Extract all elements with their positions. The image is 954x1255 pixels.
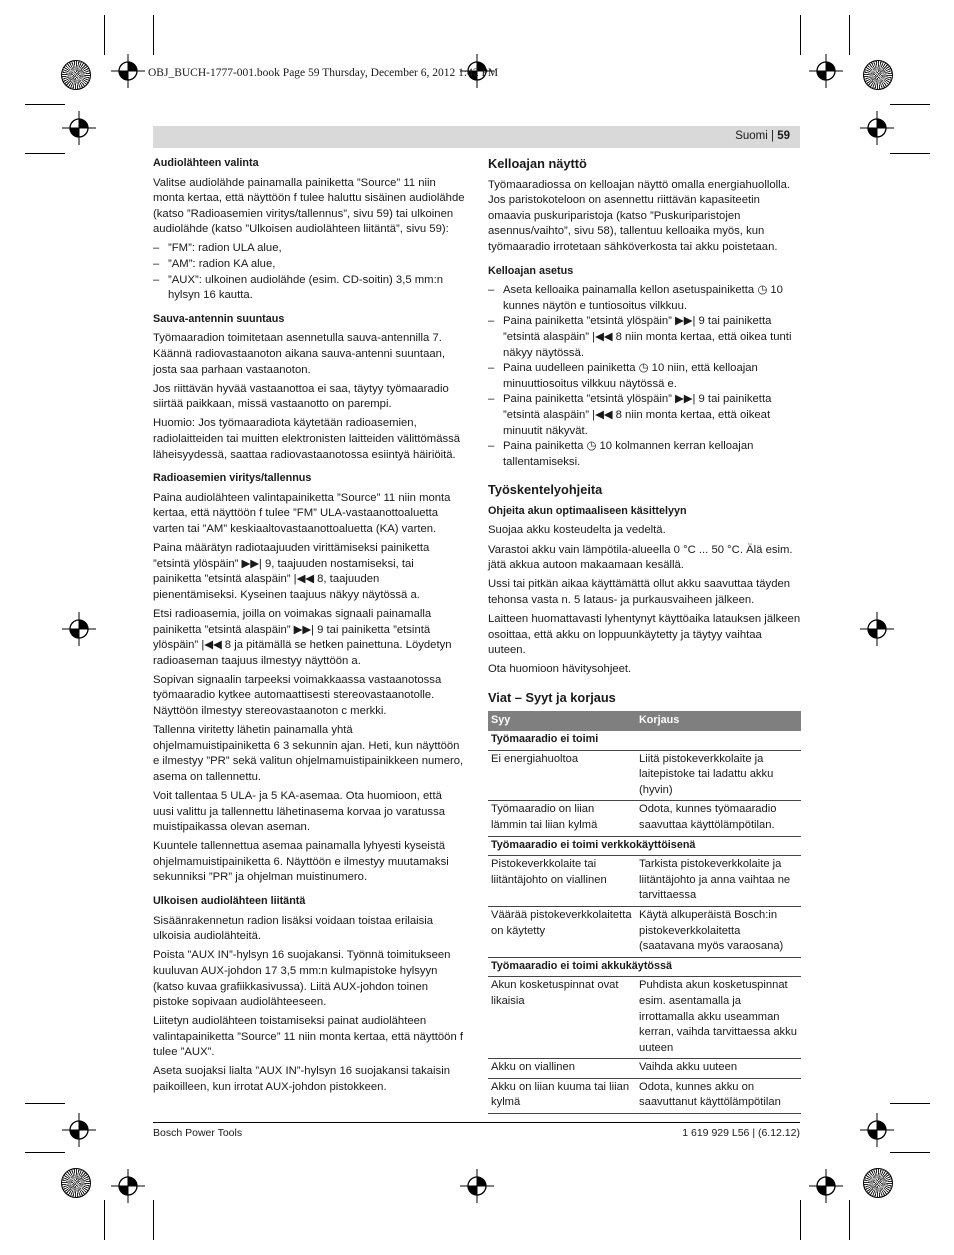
paragraph: Paina määrätyn radiotaajuuden virittämiseksi painiketta ”etsintä ylöspäin” ▶▶| 9, taajuuden nostamiseksi, tai painiketta ”etsintä alaspäin” |◀◀ 8, taajuuden pienentämiseksi. Kyseinen taajuus näkyy näytössä a.	[153, 542, 430, 601]
footer-doc-number: 1 619 929 L56 | (6.12.12)	[682, 1127, 800, 1139]
list-item: – Paina painiketta ”etsintä ylöspäin” ▶▶| 9 tai painiketta ”etsintä alaspäin” |◀◀ 8 niin monta kertaa, että oikea tunti näkyy näytössä.	[488, 314, 801, 361]
remedy-cell: Liitä pistokeverkkolaite ja laitepistoke tai ladattu akku (hyvin)	[636, 750, 801, 801]
paragraph: Sopivan signaalin tarpeeksi voimakkaassa vastaanotossa työmaaradio kytkee automaattisesti stereovastaanotolle. Näyttöön ilmestyy stereovastaanoton c merkki.	[153, 673, 442, 717]
crop-mark	[890, 1103, 930, 1104]
remedy-cell: Käytä alkuperäistä Bosch:in pistokeverkkolaitetta (saatavana myös varaosana)	[636, 906, 801, 957]
paragraph: Huomio: Jos työmaaradiota käytetään radioasemien, radiolaitteiden tai muitten elektronisten laitteiden välittömässä läheisyydessä, saattaa radiovastaanotossa esiintyä häiriöitä.	[153, 417, 461, 461]
crop-mark	[890, 104, 930, 105]
cause-cell: Pistokeverkkolaite tai liitäntäjohto on viallinen	[488, 856, 636, 907]
paragraph: Valitse audiolähde painamalla painiketta ”Source” 11 niin monta kertaa, että näyttöön f tulee haluttu sisäinen audiolähde (katso ”Radioasemien viritys/tallennus”, sivu 59) tai ulkoinen audiolähde (katso ”Ulkoisen audiolähteen liitäntä”, sivu 59):	[153, 176, 465, 236]
paragraph: Ussi tai pitkän aikaa käyttämättä ollut akku saavuttaa täyden tehonsa vasta n. 5 lataus- ja purkausvaiheen jälkeen.	[488, 578, 791, 606]
list-item: – Paina uudelleen painiketta ◷ 10 niin, että kelloajan minuuttiosoitus vilkkuu näytössä e.	[488, 361, 801, 392]
section-heading: Sauva-antennin suuntaus	[153, 312, 285, 325]
paragraph: Työmaaradion toimitetaan asennetulla sauva-antennilla 7. Käännä radiovastaanoton aikana sauva-antenni suuntaan, josta saa parhaan vastaanoton.	[153, 332, 446, 376]
section-heading: Työskentelyohjeita	[488, 482, 603, 498]
group-row	[488, 836, 801, 856]
list-item: – Paina painiketta ”etsintä ylöspäin” ▶▶| 9 tai painiketta ”etsintä alaspäin” |◀◀ 8 niin monta kertaa, että oikeat minuutit näkyvät.	[488, 392, 801, 439]
registration-mark-icon	[111, 1169, 145, 1203]
table-row	[488, 856, 801, 907]
group-title: Työmaaradio ei toimi	[488, 731, 801, 750]
cause-cell: Akun kosketuspinnat ovat likaisia	[488, 977, 636, 1059]
cause-cell: Akku on viallinen	[488, 1059, 636, 1079]
star-target-icon	[61, 60, 91, 90]
group-row	[488, 731, 801, 750]
remedy-cell: Puhdista akun kosketuspinnat esim. asentamalla ja irrottamalla akku useamman kerran, vaihda tarvittaessa akku uuteen	[636, 977, 801, 1059]
table-header-row	[488, 711, 801, 731]
list-item: – ”AM”: radion KA alue,	[153, 257, 465, 273]
paragraph: Sisäänrakennetun radion lisäksi voidaan toistaa erilaisia ulkoisia audiolähteitä.	[153, 914, 434, 943]
crop-mark	[104, 1200, 105, 1240]
left-column	[153, 156, 465, 1099]
registration-mark-icon	[111, 54, 145, 88]
table-row	[488, 801, 801, 836]
remedy-cell: Odota, kunnes akku on saavuttanut käyttölämpötilan	[636, 1078, 801, 1113]
cause-cell: Ei energiahuoltoa	[488, 750, 636, 801]
section-heading: Kelloajan asetus	[488, 264, 574, 277]
paragraph: Aseta suojaksi lialta ”AUX IN”-hylsyn 16 suojakansi takaisin paikoilleen, kun irrotat AUX-johdon pistokkeen.	[153, 1065, 450, 1094]
paragraph: Etsi radioasemia, joilla on voimakas signaali painamalla painiketta ”etsintä alaspäin” ▶▶| 9 tai painiketta ”etsintä ylöspäin” |◀◀ 8 ja pitämällä se hetken painettuna. Löydetyn radioaseman taajuus ilmestyy näyttöön a.	[153, 607, 452, 667]
registration-mark-icon	[62, 111, 96, 145]
section-heading: Ulkoisen audiolähteen liitäntä	[153, 895, 306, 908]
right-column	[488, 156, 801, 1114]
paragraph: Laitteen huomattavasti lyhentynyt käyttöaika latauksen jälkeen osoittaa, että akku on loppuunkäytetty ja täytyy vaihtaa uuteen.	[488, 612, 801, 657]
page-header	[153, 126, 800, 148]
header-language: Suomi	[735, 130, 768, 142]
list-item: – Aseta kelloaika painamalla kellon asetuspainiketta ◷ 10 kunnes näytön e tuntiosoitus vilkkuu.	[488, 283, 801, 314]
crop-mark	[25, 104, 65, 105]
crop-mark	[153, 1200, 154, 1240]
paragraph: Tallenna viritetty lähetin painamalla yhtä ohjelmamuistipainiketta 6 3 sekunnin ajan. Heti, kun näyttöön e ilmestyy ”PR” sekä valitun ohjelmamuistipainikkeen numero, asema on tallennettu.	[153, 724, 464, 783]
paragraph: Voit tallentaa 5 ULA- ja 5 KA-asemaa. Ota huomioon, että uusi valittu ja tallennettu lähetinasema korvaa jo varatussa muistipaikassa olevan aseman.	[153, 789, 446, 834]
table-row	[488, 1078, 801, 1113]
table-row	[488, 1059, 801, 1079]
star-target-icon	[863, 1168, 893, 1198]
registration-mark-icon	[460, 1169, 494, 1203]
paragraph: Suojaa akku kosteudelta ja vedeltä.	[488, 524, 666, 537]
section-heading: Audiolähteen valinta	[153, 157, 259, 169]
table-row	[488, 977, 801, 1059]
paragraph: Poista ”AUX IN”-hylsyn 16 suojakansi. Työnnä toimitukseen kuuluvan AUX-johdon 17 3,5 mm:n kulmapistoke hylsyyn (katso kuvaa grafiikkasivussa). Liitä AUX-johdon toinen pistoke sopivaan audiolähteeseen.	[153, 949, 451, 1009]
crop-mark	[800, 15, 801, 55]
paragraph: Ota huomioon hävitysohjeet.	[488, 663, 632, 676]
registration-mark-icon	[809, 1169, 843, 1203]
registration-mark-icon	[860, 612, 894, 646]
registration-mark-icon	[860, 111, 894, 145]
remedy-cell: Tarkista pistokeverkkolaite ja liitäntäjohto ja anna vaihtaa ne tarvittaessa	[636, 856, 801, 907]
crop-mark	[890, 1152, 930, 1153]
star-target-icon	[863, 60, 893, 90]
list-item: – ”AUX”: ulkoinen audiolähde (esim. CD-soitin) 3,5 mm:n hylsyn 16 kautta.	[153, 273, 465, 304]
paragraph: Jos riittävän hyvää vastaanottoa ei saa, täytyy työmaaradio siirtää paikkaan, missä vastaanotto on parempi.	[153, 382, 449, 411]
group-row	[488, 957, 801, 977]
crop-mark	[800, 1200, 801, 1240]
page-number: 59	[777, 130, 790, 142]
crop-mark	[25, 1152, 65, 1153]
registration-mark-icon	[62, 612, 96, 646]
list-item: – Paina painiketta ◷ 10 kolmannen kerran kelloajan tallentamiseksi.	[488, 439, 801, 470]
paragraph: Työmaaradiossa on kelloajan näyttö omalla energiahuollolla. Jos paristokoteloon on asennettu riittävän kapasiteetin omaavia puskuriparistoja (katso ”Puskuriparistojen asennus/vaihto”, sivu 58), tallentuu kelloaika myös, kun työmaaradio irrotetaan sähköverkosta tai akku poistetaan.	[488, 178, 791, 253]
section-heading: Kelloajan näyttö	[488, 156, 587, 171]
section-heading: Viat – Syyt ja korjaus	[488, 689, 616, 705]
section-heading: Radioasemien viritys/tallennus	[153, 472, 312, 485]
footer-brand: Bosch Power Tools	[153, 1127, 243, 1139]
crop-mark	[849, 15, 850, 55]
troubleshooting-table	[488, 711, 801, 1114]
star-target-icon	[61, 1168, 91, 1198]
crop-mark	[153, 15, 154, 55]
crop-mark	[104, 15, 105, 55]
registration-mark-icon	[62, 1113, 96, 1147]
column-header: Syy	[488, 711, 636, 731]
remedy-cell: Vaihda akku uuteen	[636, 1059, 801, 1079]
crop-mark	[849, 1200, 850, 1240]
section-heading: Ohjeita akun optimaaliseen käsittelyyn	[488, 504, 687, 517]
table-row	[488, 750, 801, 801]
paragraph: Kuuntele tallennettua asemaa painamalla lyhyesti kyseistä ohjelmamuistipainiketta 6. Näyttöön e ilmestyy muutamaksi sekunniksi ”PR” ja ohjelman muistinumero.	[153, 840, 449, 884]
header-separator: |	[767, 130, 778, 142]
paragraph: Liitetyn audiolähteen toistamiseksi painat audiolähteen valintapainiketta ”Source” 11 niin monta kertaa, että näyttöön f tulee ”AUX”.	[153, 1015, 464, 1059]
book-info-line: OBJ_BUCH-1777-001.book Page 59 Thursday, December 6, 2012 1:42 PM	[148, 67, 499, 79]
paragraph: Varastoi akku vain lämpötila-alueella 0 °C ... 50 °C. Älä esim. jätä akkua autoon makaamaan kesällä.	[488, 543, 793, 572]
crop-mark	[25, 153, 65, 154]
group-title: Työmaaradio ei toimi verkkokäyttöisenä	[488, 836, 801, 856]
cause-cell: Akku on liian kuuma tai liian kylmä	[488, 1078, 636, 1113]
table-row	[488, 906, 801, 957]
crop-mark	[25, 1103, 65, 1104]
list-item: – ”FM”: radion ULA alue,	[153, 241, 465, 257]
paragraph: Paina audiolähteen valintapainiketta ”Source” 11 niin monta kertaa, että näyttöön f tulee ”FM” ULA-vastaanottoaluetta varten tai ”AM” keskiaaltovastaanottoaluetta (KA) varten.	[153, 491, 451, 535]
group-title: Työmaaradio ei toimi akkukäytössä	[488, 957, 801, 977]
footer-rule	[153, 1122, 800, 1123]
registration-mark-icon	[809, 54, 843, 88]
crop-mark	[890, 153, 930, 154]
cause-cell: Työmaaradio on liian lämmin tai liian kylmä	[488, 801, 636, 836]
column-header: Korjaus	[636, 711, 801, 731]
registration-mark-icon	[860, 1113, 894, 1147]
header-text	[735, 130, 790, 142]
cause-cell: Väärää pistokeverkkolaitetta on käytetty	[488, 906, 636, 957]
remedy-cell: Odota, kunnes työmaaradio saavuttaa käyttölämpötilan.	[636, 801, 801, 836]
